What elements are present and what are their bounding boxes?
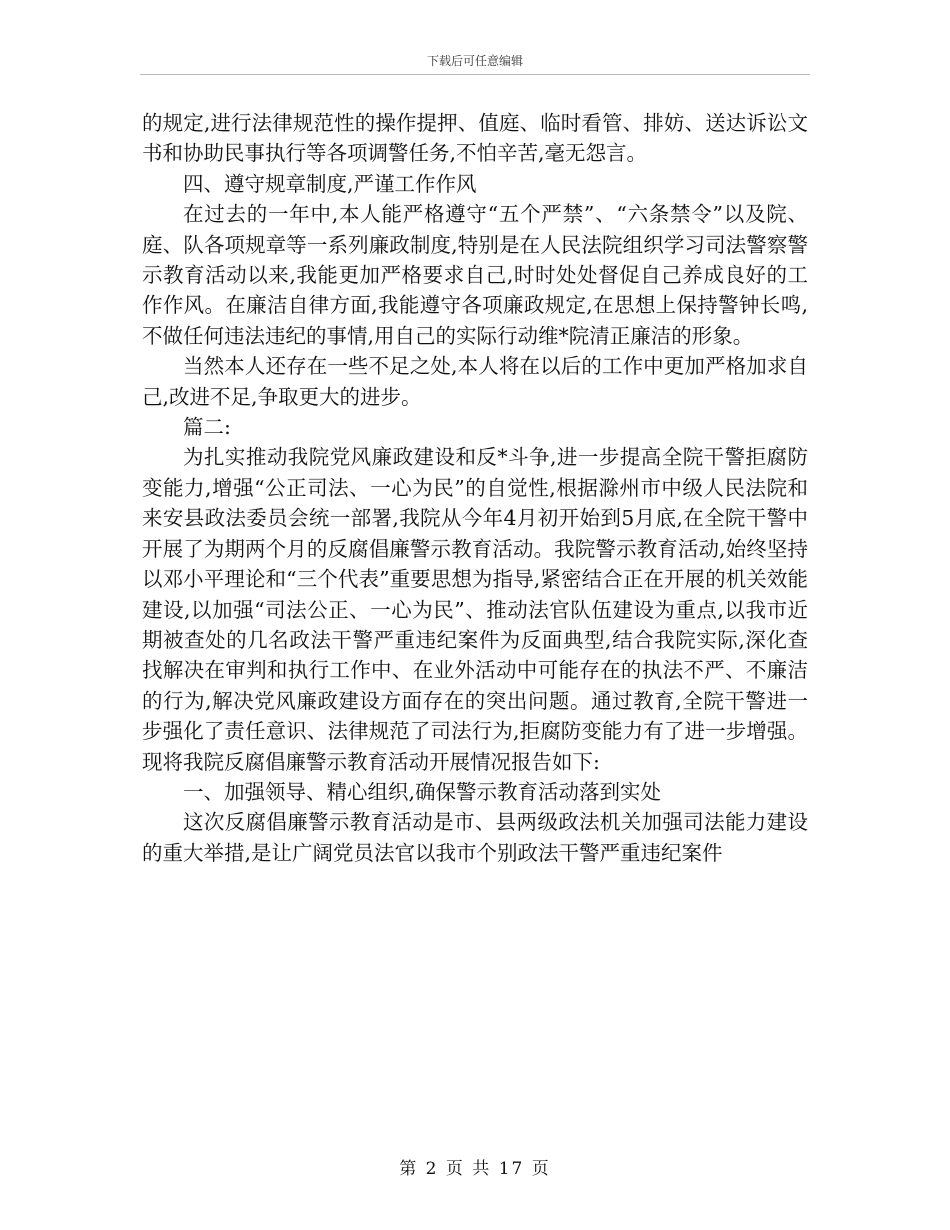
page-header: 下载后可任意编辑 [426, 54, 523, 68]
paragraph: 在过去的一年中,本人能严格遵守“五个严禁”、“六条禁令”以及院、庭、队各项规章等一系列廉政制度,特别是在人民法院组织学习司法警察警示教育活动以来,我能更加严格要求自己,时时处处督促自己养成良好的工作作风。在廉洁自律方面,我能遵守各项廉政规定,在思想上保持警钟长鸣,不做任何违法违纪的事情,用自己的实际行动维*院清正廉洁的形象。 [142, 202, 808, 348]
document-body [142, 108, 808, 868]
paragraph: 的规定,进行法律规范性的操作提押、值庭、临时看管、排妨、送达诉讼文书和协助民事执行等各项调警任务,不怕辛苦,毫无怨言。 [142, 111, 808, 166]
article-label: 篇二: [183, 415, 231, 440]
page-footer: 第 2 页 共 17 页 [399, 1159, 551, 1179]
header-divider [140, 74, 810, 75]
section-heading: 四、遵守规章制度,严谨工作作风 [183, 171, 477, 196]
paragraph: 为扎实推动我院党风廉政建设和反*斗争,进一步提高全院干警拒腐防变能力,增强“公正司法、一心为民”的自觉性,根据滁州市中级人民法院和来安县政法委员会统一部署,我院从今年4月初开始到5月底,在全院干警中开展了为期两个月的反腐倡廉警示教育活动。我院警示教育活动,始终坚持以邓小平理论和“三个代表”重要思想为指导,紧密结合正在开展的机关效能建设,以加强“司法公正、一心为民”、推动法官队伍建设为重点,以我市近期被查处的几名政法干警严重违纪案件为反面典型,结合我院实际,深化查找解决在审判和执行工作中、在业外活动中可能存在的执法不严、不廉洁的行为,解决党风廉政建设方面存在的突出问题。通过教育,全院干警进一步强化了责任意识、法律规范了司法行为,拒腐防变能力有了进一步增强。现将我院反腐倡廉警示教育活动开展情况报告如下: [142, 445, 808, 774]
paragraph: 这次反腐倡廉警示教育活动是市、县两级政法机关加强司法能力建设的重大举措,是让广阔党员法官以我市个别政法干警严重违纪案件 [142, 810, 808, 865]
section-heading: 一、加强领导、精心组织,确保警示教育活动落到实处 [183, 779, 662, 804]
paragraph: 当然本人还存在一些不足之处,本人将在以后的工作中更加严格加求自己,改进不足,争取更大的进步。 [142, 354, 808, 409]
